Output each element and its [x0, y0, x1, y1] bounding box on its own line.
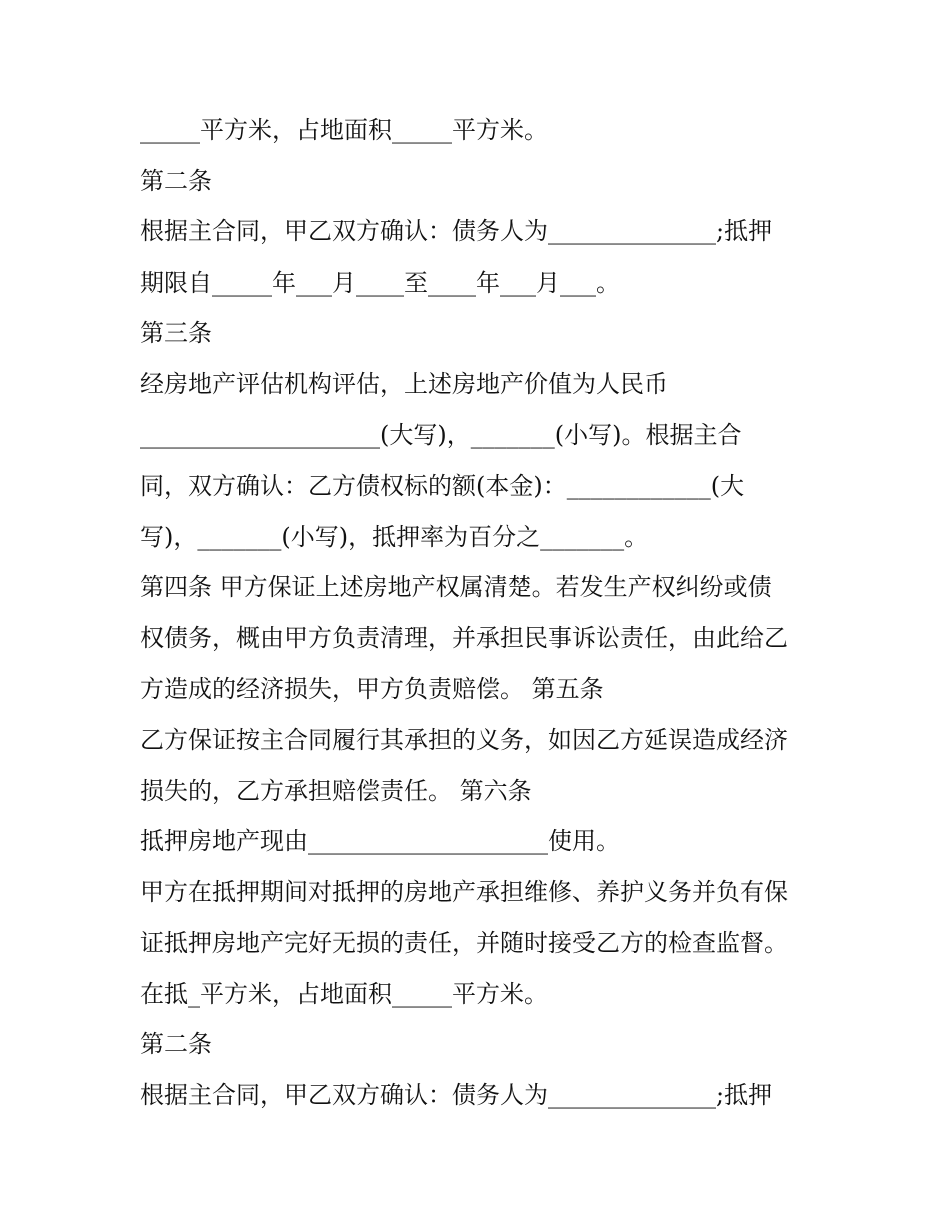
- clause-heading: 第二条: [140, 1030, 212, 1058]
- text-line: 抵押房地产现由____________________使用。: [140, 827, 620, 855]
- text-line: 在抵_平方米，占地面积_____平方米。: [140, 980, 548, 1008]
- clause-heading: 第三条: [140, 319, 212, 347]
- text-line: 根据主合同，甲乙双方确认：债务人为______________;抵押: [140, 1081, 773, 1109]
- text-line: 损失的，乙方承担赔偿责任。 第六条: [140, 777, 532, 805]
- text-line: 第四条 甲方保证上述房地产权属清楚。若发生产权纠纷或债: [140, 573, 772, 601]
- text-line: _____平方米，占地面积_____平方米。: [140, 116, 548, 144]
- text-line: 方造成的经济损失，甲方负责赔偿。 第五条: [140, 675, 604, 703]
- text-line: 经房地产评估机构评估，上述房地产价值为人民币: [140, 370, 668, 398]
- text-line: 乙方保证按主合同履行其承担的义务，如因乙方延误造成经济: [140, 726, 788, 754]
- text-line: 同，双方确认：乙方债权标的额(本金)：____________(大: [140, 472, 745, 500]
- text-line: 写)，_______(小写)，抵押率为百分之_______。: [140, 523, 649, 551]
- text-line: 证抵押房地产完好无损的责任，并随时接受乙方的检查监督。: [140, 929, 788, 957]
- text-line: 甲方在抵押期间对抵押的房地产承担维修、养护义务并负有保: [140, 878, 788, 906]
- text-line: ____________________(大写)，_______(小写)。根据主合: [140, 421, 742, 449]
- text-line: 根据主合同，甲乙双方确认：债务人为______________;抵押: [140, 217, 773, 245]
- clause-heading: 第二条: [140, 167, 212, 195]
- text-line: 期限自_____年___月____至____年___月___。: [140, 269, 620, 297]
- text-line: 权债务，概由甲方负责清理，并承担民事诉讼责任，由此给乙: [140, 624, 788, 652]
